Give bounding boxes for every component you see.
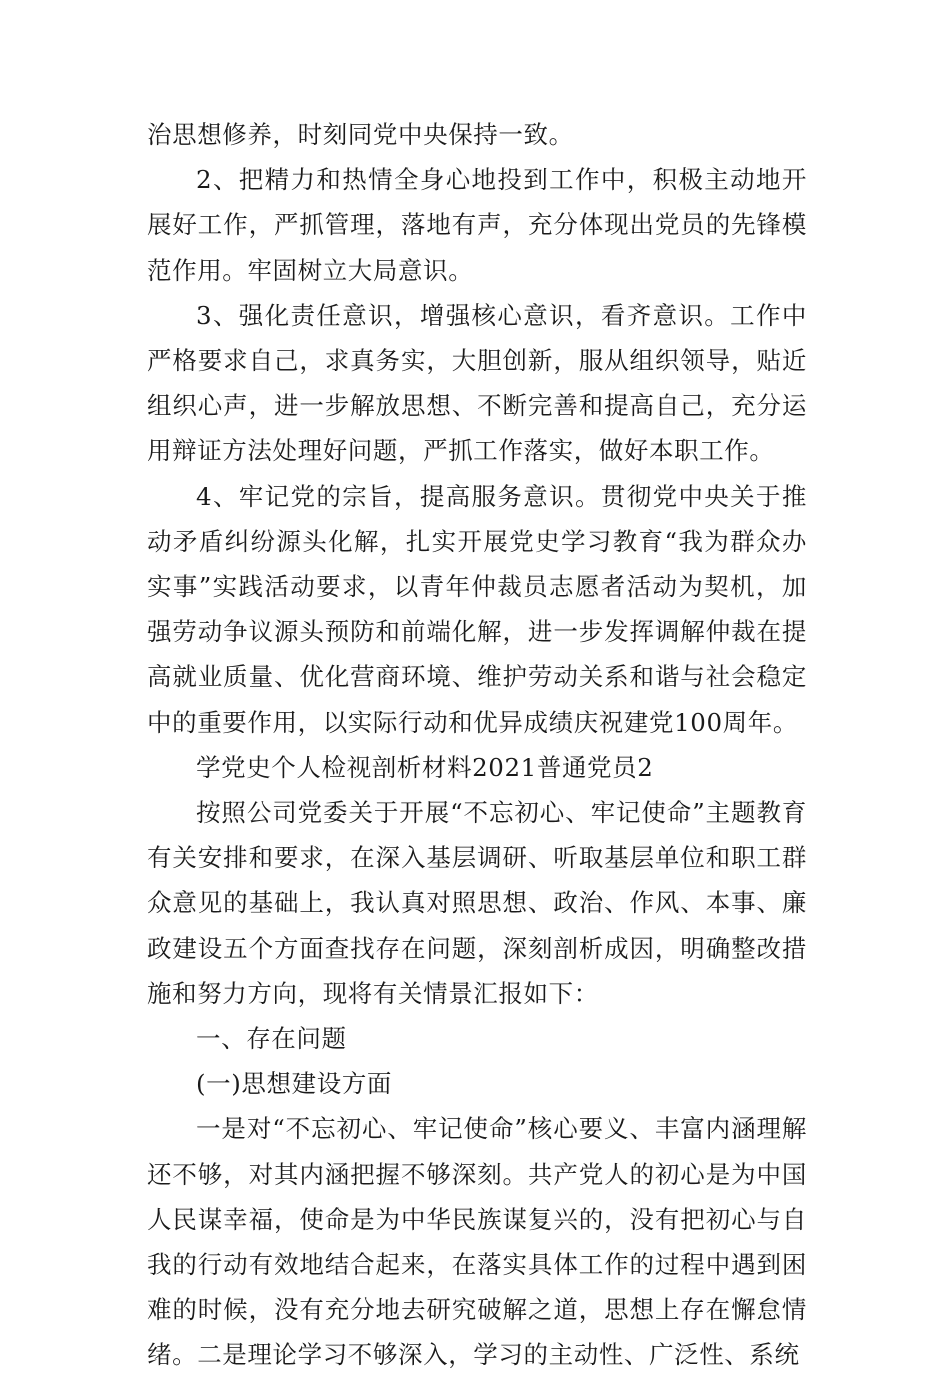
paragraph-item-2: 2、把精力和热情全身心地投到工作中，积极主动地开展好工作，严抓管理，落地有声，充分体现出党员的先锋模范作用。牢固树立大局意识。 — [147, 165, 807, 285]
section-title: 学党史个人检视剖析材料2021普通党员2 — [196, 752, 654, 782]
paragraph-ideology-detail: 一是对“不忘初心、牢记使命”核心要义、丰富内涵理解还不够，对其内涵把握不够深刻。共产党人的初心是为中国人民谋幸福，使命是为中华民族谋复兴的，没有把初心与自我的行动有效地结合起来，在落实具体工作的过程中遇到困难的时候，没有充分地去研究破解之道，思想上存在懈怠情绪。二是理论学习不够深入，学习的主动性、广泛性、系统 — [147, 1114, 807, 1370]
paragraph-item-4: 4、牢记党的宗旨，提高服务意识。贯彻党中央关于推动矛盾纠纷源头化解，扎实开展党史学习教育“我为群众办实事”实践活动要求，以青年仲裁员志愿者活动为契机，加强劳动争议源头预防和前端化解，进一步发挥调解仲裁在提高就业质量、优化营商环境、维护劳动关系和谐与社会稳定中的重要作用，以实际行动和优异成绩庆祝建党100周年。 — [147, 481, 807, 737]
subheading-ideology: (一)思想建设方面 — [196, 1069, 393, 1099]
heading-existing-problems: 一、存在问题 — [196, 1024, 347, 1054]
document-body — [147, 112, 807, 1378]
paragraph-item-3: 3、强化责任意识，增强核心意识，看齐意识。工作中严格要求自己，求真务实，大胆创新，服从组织领导，贴近组织心声，进一步解放思想、不断完善和提高自己，充分运用辩证方法处理好问题，严抓工作落实，做好本职工作。 — [147, 300, 807, 466]
paragraph-continuation: 治思想修养，时刻同党中央保持一致。 — [147, 120, 574, 149]
intro-paragraph: 按照公司党委关于开展“不忘初心、牢记使命”主题教育有关安排和要求，在深入基层调研、听取基层单位和职工群众意见的基础上，我认真对照思想、政治、作风、本事、廉政建设五个方面查找存在问题，深刻剖析成因，明确整改措施和努力方向，现将有关情景汇报如下： — [147, 798, 807, 1008]
